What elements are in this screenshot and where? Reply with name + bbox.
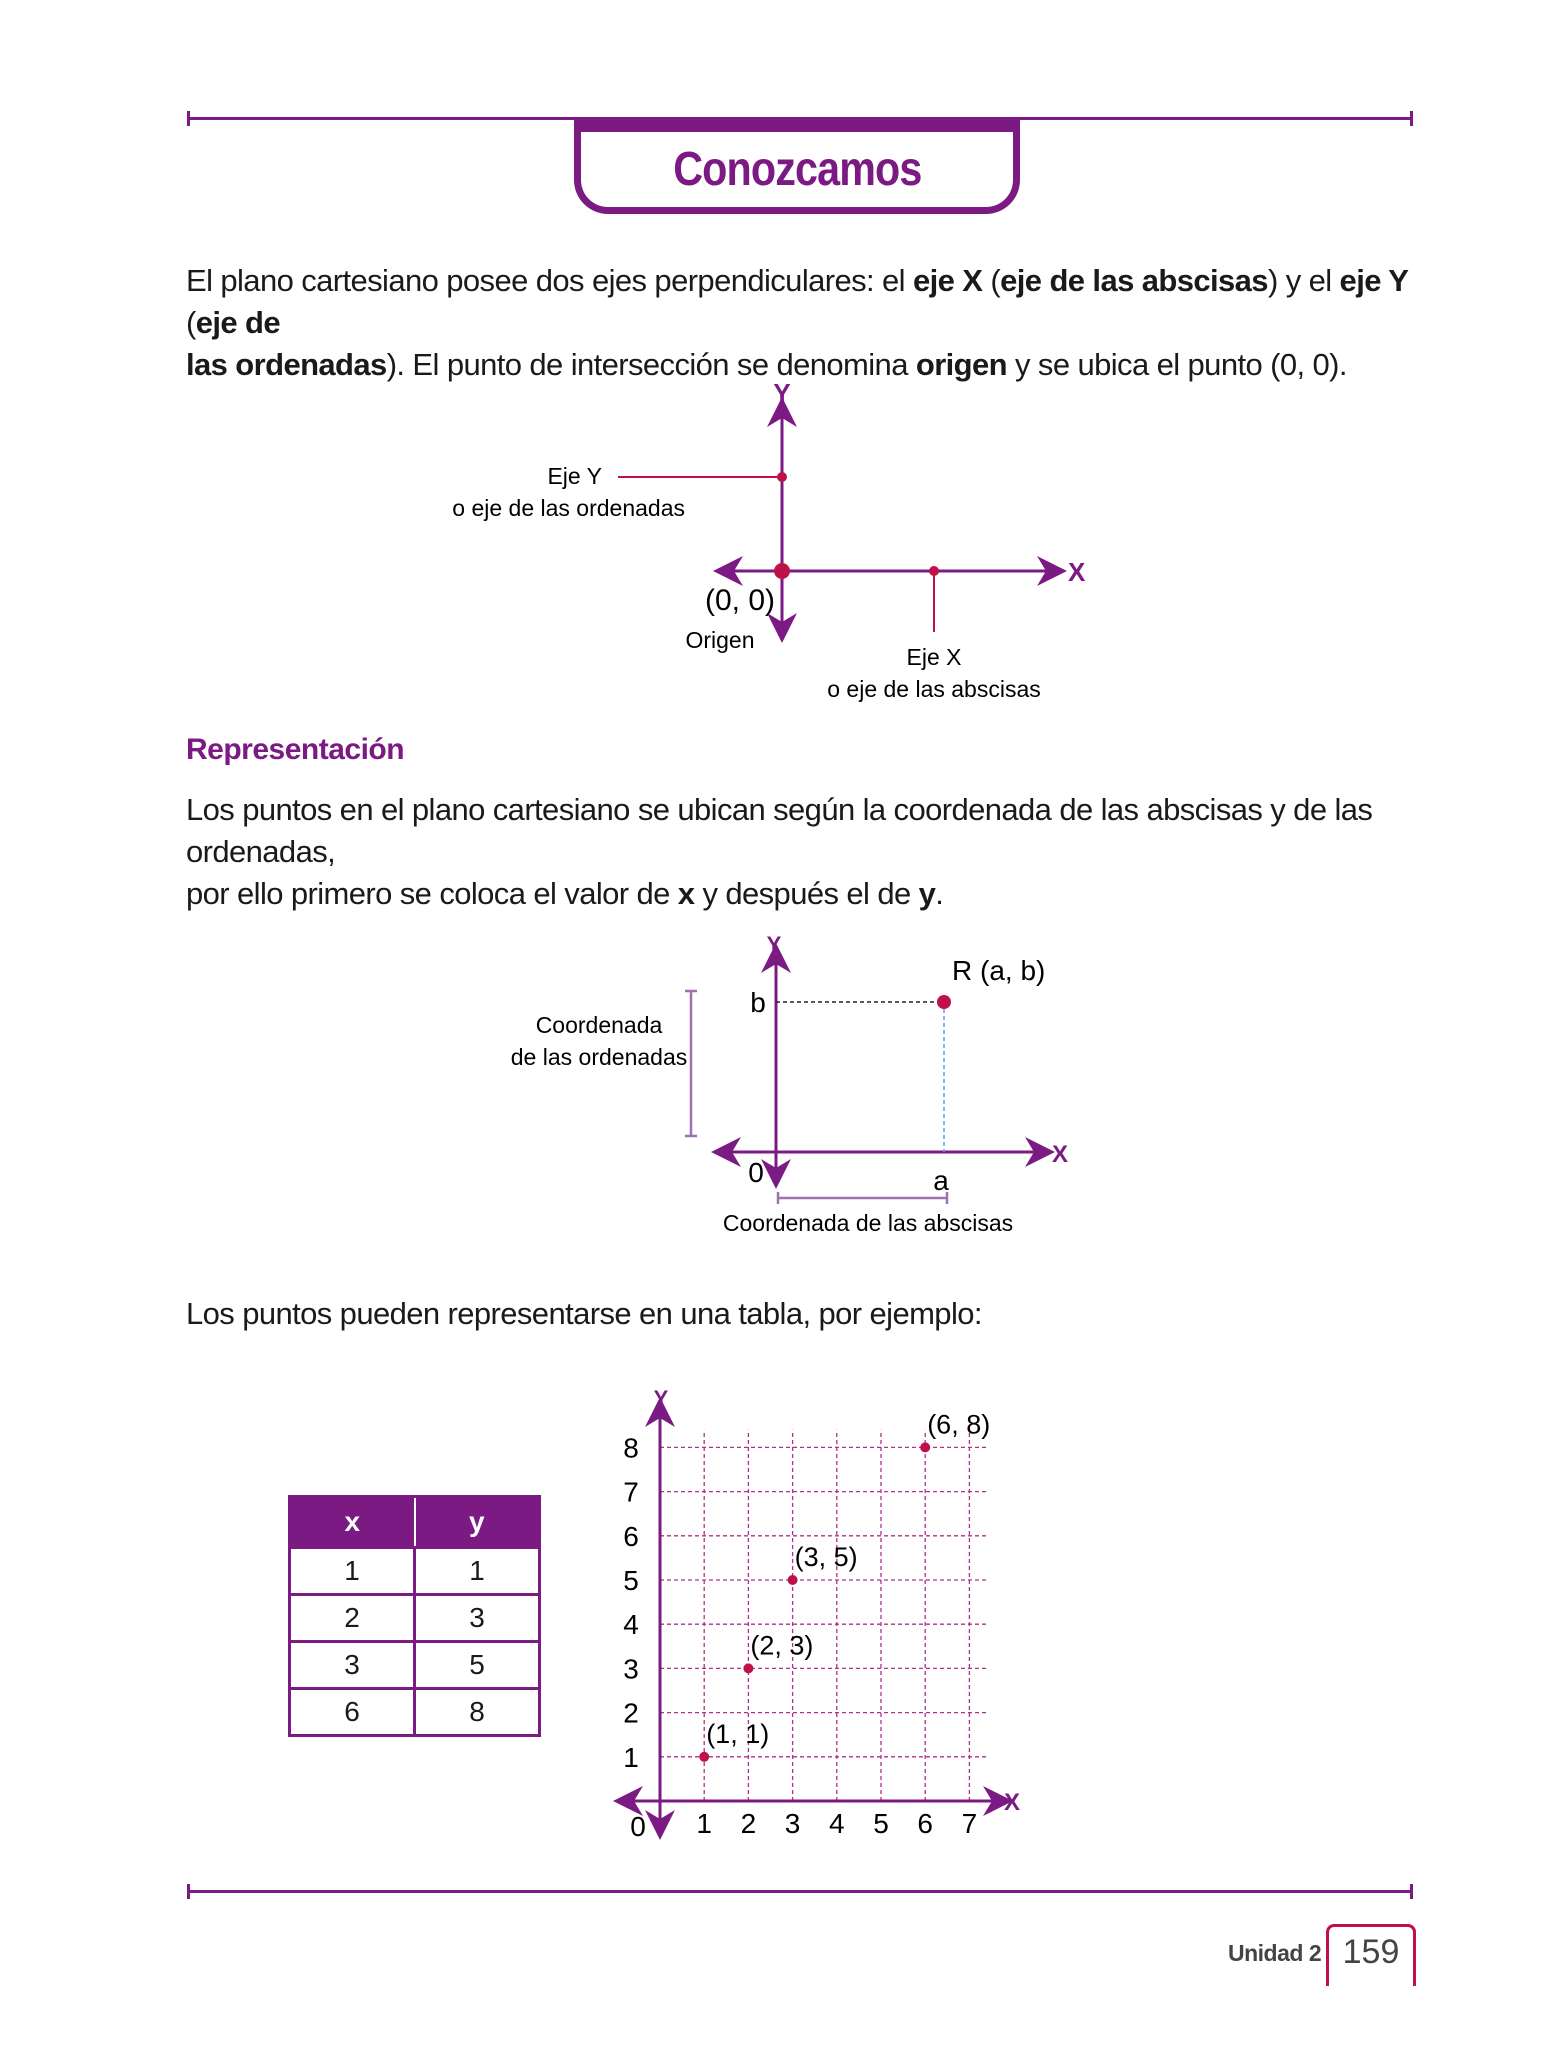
table-row: 1 1 (290, 1548, 540, 1595)
table-intro: Los puntos pueden representarse en una tabla, por ejemplo: (186, 1296, 982, 1331)
x-tick-label: 4 (829, 1808, 845, 1839)
x-tick-label: 5 (873, 1808, 889, 1839)
representation-heading: Representación (186, 733, 405, 766)
representation-line-1: Los puntos en el plano cartesiano se ubican según la coordenada de las abscisas y de las ordenadas, (186, 792, 1373, 869)
ordenadas-sublabel: de las ordenadas (510, 1044, 688, 1070)
x-tick-label: 2 (740, 1808, 757, 1839)
y-tick-label: 3 (623, 1653, 639, 1685)
y-axis-label: Y (773, 378, 791, 408)
x-axis-label: X (1068, 557, 1086, 587)
a-label: a (933, 1165, 949, 1196)
eje-y-sublabel: o eje de las ordenadas (452, 495, 685, 521)
data-point-label: (6, 8) (927, 1409, 991, 1440)
page-number-box (1326, 1924, 1416, 1986)
origin-coord: (0, 0) (704, 584, 776, 617)
page-number: 159 (1342, 1933, 1400, 1971)
intro-line-1: El plano cartesiano posee dos ejes perpendiculares: el eje X (eje de las abscisas) y el eje Y (eje de (186, 263, 1409, 340)
table-row: 6 8 (290, 1689, 540, 1736)
data-point (699, 1752, 709, 1762)
table-row: 2 3 (290, 1595, 540, 1642)
x-tick-label: 1 (696, 1808, 712, 1839)
y-tick-label: 1 (623, 1741, 639, 1773)
table-row: 3 5 (290, 1642, 540, 1689)
ordenadas-label: Coordenada (535, 1012, 663, 1038)
data-point-label: (3, 5) (794, 1542, 858, 1572)
y-tick-label: 5 (623, 1565, 639, 1596)
chart-x-label: X (1004, 1789, 1021, 1816)
zero-label: 0 (748, 1157, 764, 1188)
data-point-label: (2, 3) (750, 1630, 814, 1661)
y-tick-label: 4 (623, 1609, 639, 1641)
origin-label: Origen (685, 627, 755, 653)
eje-y-label: Eje Y (547, 463, 602, 489)
point-r-label: R (a, b) (952, 955, 1046, 986)
abscisas-label: Coordenada de las abscisas (722, 1210, 1014, 1236)
data-point (743, 1663, 753, 1673)
header-y: y (415, 1497, 540, 1548)
bottom-rule (187, 1890, 1413, 1893)
data-point (920, 1442, 930, 1452)
data-point (788, 1575, 798, 1585)
b-label: b (750, 987, 766, 1018)
eje-x-sublabel: o eje de las abscisas (827, 676, 1041, 702)
x-tick-label: 7 (961, 1808, 978, 1839)
section-title: Conozcamos (672, 143, 922, 196)
chart-points (699, 1409, 990, 1761)
eje-x-label: Eje X (906, 644, 962, 670)
chart-y-label: Y (653, 1386, 669, 1411)
y-axis-label: Y (766, 932, 782, 957)
x-tick-label: 6 (917, 1808, 933, 1839)
y-tick-label: 7 (623, 1476, 639, 1508)
data-point-label: (1, 1) (706, 1718, 770, 1749)
representation-line-2: por ello primero se coloca el valor de x y después el de y. (186, 876, 944, 911)
y-tick-label: 6 (623, 1520, 639, 1552)
x-tick-label: 3 (784, 1808, 801, 1839)
chart-origin-label: 0 (630, 1811, 646, 1842)
y-tick-label: 8 (623, 1432, 639, 1464)
intro-line-2: las ordenadas). El punto de intersección se denomina origen y se ubica el punto (0, 0). (186, 347, 1347, 382)
unit-label: Unidad 2 (1228, 1940, 1322, 1966)
y-tick-label: 2 (623, 1697, 639, 1729)
header-x: x (290, 1497, 415, 1548)
x-axis-label: X (1052, 1141, 1069, 1168)
